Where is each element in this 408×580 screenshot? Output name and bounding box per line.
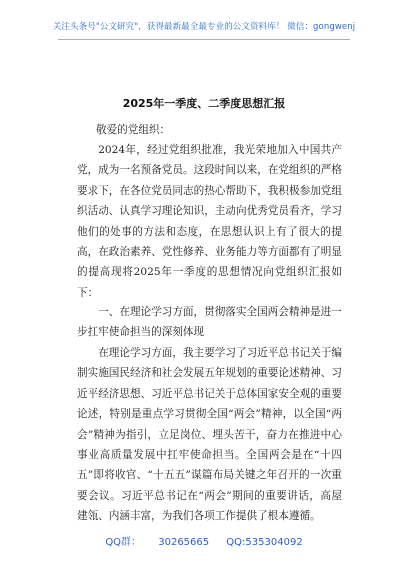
section-heading-1: 一、在理论学习方面，贯彻落实全国两会精神是进一步扛牢使命担当的深刻体现 bbox=[77, 306, 342, 339]
footer-contact: QQ群： 30265665 QQ:535304092 bbox=[105, 537, 303, 548]
header-divider bbox=[58, 39, 350, 40]
document-title: 2025年一季度、二季度思想汇报 bbox=[122, 97, 286, 110]
salutation: 敬爱的党组织： bbox=[96, 124, 171, 136]
header-banner: 关注头条号"公文研究"，获得最新最全最专业的公文资料库！ 微信：gongwenj bbox=[52, 22, 356, 32]
paragraph-2: 在理论学习方面，我主要学习了习近平总书记关于编制实施国民经济和社会发展五年规划的重要论述精神、习近平经济思想、习近平总书记关于总体国家安全观的重要论述，特别是重点学习贯彻全国“两会”精神，以全国“两会”精神为指引，立足岗位、埋头苦干，奋力在推进中心事业高质量发展中扛牢使命担当。全国两会是在“十四五”即将收官、“十五五”谋篇布局关键之年召开的一次重要会议。习近平总书记在“两会”期间的重要讲话，高屋建瓴、内涵丰富，为我们各项工作提供了根本遵循。 bbox=[77, 347, 342, 523]
paragraph-1: 2024年，经过党组织批准，我光荣地加入中国共产党，成为一名预备党员。这段时间以来，在党组织的严格要求下，在各位党员同志的热心帮助下，我积极参加党组织活动、认真学习理论知识，主动向优秀党员看齐，学习他们的处事的方法和态度，在思想认识上有了很大的提高，在政治素养、党性修养、业务能力等方面都有了明显的提高现将2025年一季度的思想情况向党组织汇报如下： bbox=[77, 144, 342, 299]
